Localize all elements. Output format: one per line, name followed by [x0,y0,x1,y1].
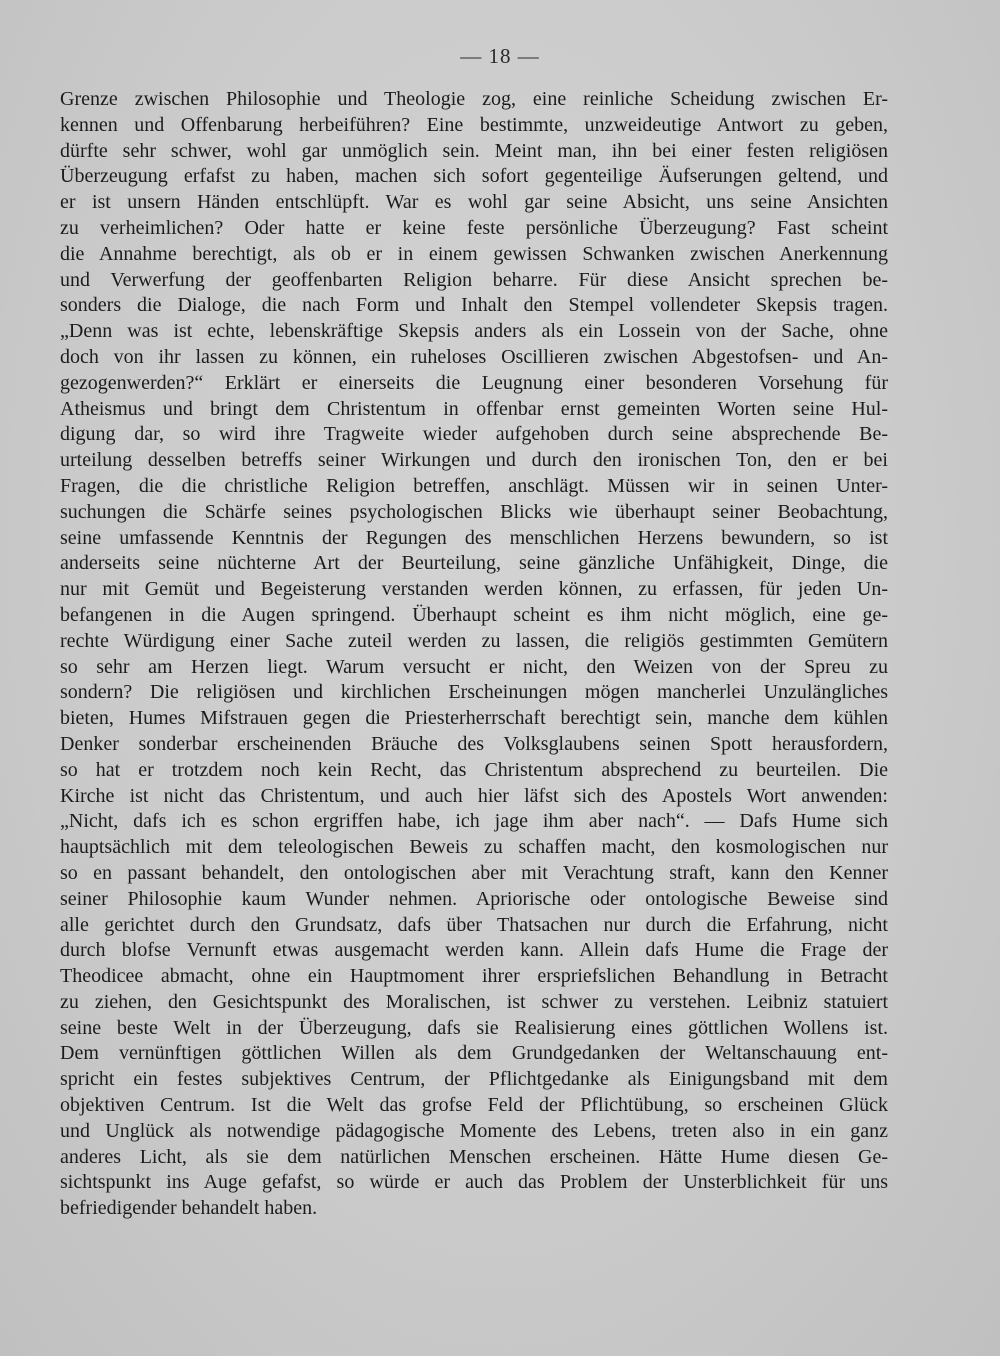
text-line: doch von ihr lassen zu können, ein ruheloses Oscillieren zwischen Abgestofsen- und An- [60,345,888,368]
text-line: sondern? Die religiösen und kirchlichen Erscheinungen mögen mancherlei Unzulängliches [60,681,888,704]
text-line: so hat er trotzdem noch kein Recht, das Christentum absprechend zu beurteilen. Die [60,758,888,781]
text-line: Denker sonderbar erscheinenden Bräuche des Volksglaubens seinen Spott herausfordern, [60,732,888,755]
text-line: suchungen die Schärfe seines psychologischen Blicks wie überhaupt seiner Beobachtung, [60,500,888,523]
text-line: rechte Würdigung einer Sache zuteil werden zu lassen, die religiös gestimmten Gemütern [60,629,888,652]
text-line: digung dar, so wird ihre Tragweite wieder aufgehoben durch seine absprechende Be- [60,423,888,446]
text-line: und Unglück als notwendige pädagogische Momente des Lebens, treten also in ein ganz [60,1119,888,1142]
text-line: dürfte sehr schwer, wohl gar unmöglich sein. Meint man, ihn bei einer festen religiösen [60,139,888,162]
text-line: befriedigender behandelt haben. [60,1197,318,1220]
page-number: — 18 — [460,44,540,68]
text-line: nur mit Gemüt und Begeisterung verstanden werden können, zu erfassen, für jeden Un- [60,578,888,601]
text-line: „Denn was ist echte, lebenskräftige Skepsis anders als ein Lossein von der Sache, ohne [60,320,888,343]
text-line: „Nicht, dafs ich es schon ergriffen habe, ich jage ihm aber nach“. — Dafs Hume sich [60,810,888,833]
body-text [60,87,888,1222]
text-line: hauptsächlich mit dem teleologischen Beweis zu schaffen macht, den kosmologischen nur [60,836,888,859]
text-line: seine beste Welt in der Überzeugung, dafs sie Realisierung eines göttlichen Wollens ist. [60,1016,888,1039]
text-line: er ist unsern Händen entschlüpft. War es wohl gar seine Absicht, uns seine Ansichten [60,191,888,214]
text-line: so sehr am Herzen liegt. Warum versucht er nicht, den Weizen von der Spreu zu [60,655,888,678]
text-line: Grenze zwischen Philosophie und Theologie zog, eine reinliche Scheidung zwischen Er- [60,88,888,110]
text-line: Überzeugung erfafst zu haben, machen sich sofort gegenteilige Äufserungen geltend, und [60,165,888,188]
text-line: Atheismus und bringt dem Christentum in offenbar ernst gemeinten Worten seine Hul- [60,397,888,420]
text-line: durch blofse Vernunft etwas ausgemacht werden kann. Allein dafs Hume die Frage der [60,939,888,962]
text-line: sonders die Dialoge, die nach Form und Inhalt den Stempel vollendeter Skepsis tragen. [60,294,888,317]
text-line: Dem vernünftigen göttlichen Willen als dem Grundgedanken der Weltanschauung ent- [60,1042,888,1065]
text-line: bieten, Humes Mifstrauen gegen die Priesterherrschaft berechtigt sein, manche dem kühlen [60,707,888,730]
text-line: Theodicee abmacht, ohne ein Hauptmoment ihrer erspriefslichen Behandlung in Betracht [60,965,888,988]
text-line: alle gerichtet durch den Grundsatz, dafs über Thatsachen nur durch die Erfahrung, nicht [60,913,888,936]
text-line: seiner Philosophie kaum Wunder nehmen. Apriorische oder ontologische Beweise sind [60,887,888,910]
text-line: die Annahme berechtigt, als ob er in einem gewissen Schwanken zwischen Anerkennung [60,242,888,265]
text-line: und Verwerfung der geoffenbarten Religion beharre. Für diese Ansicht sprechen be- [60,268,888,291]
text-line: objektiven Centrum. Ist die Welt das grofse Feld der Pflichtübung, so erscheinen Glück [60,1094,888,1117]
text-line: befangenen in die Augen springend. Überhaupt scheint es ihm nicht möglich, eine ge- [60,603,888,626]
text-line: zu verheimlichen? Oder hatte er keine feste persönliche Überzeugung? Fast scheint [60,216,888,239]
text-line: gezogenwerden?“ Erklärt er einerseits die Leugnung einer besonderen Vorsehung für [60,371,888,394]
text-line: seine umfassende Kenntnis der Regungen des menschlichen Herzens bewundern, so ist [60,526,888,549]
text-line: anderes Licht, als sie dem natürlichen Menschen erscheinen. Hätte Hume diesen Ge- [60,1145,888,1168]
text-line: zu ziehen, den Gesichtspunkt des Moralischen, ist schwer zu verstehen. Leibniz statuiert [60,990,888,1013]
text-line: spricht ein festes subjektives Centrum, der Pflichtgedanke als Einigungsband mit dem [60,1068,888,1091]
text-line: sichtspunkt ins Auge gefafst, so würde er auch das Problem der Unsterblichkeit für uns [60,1171,888,1194]
text-line: Fragen, die die christliche Religion betreffen, anschlägt. Müssen wir in seinen Unter- [60,474,888,497]
text-line: kennen und Offenbarung herbeiführen? Eine bestimmte, unzweideutige Antwort zu geben, [60,113,888,136]
text-line: Kirche ist nicht das Christentum, und auch hier läfst sich des Apostels Wort anwenden: [60,784,888,807]
text-line: so en passant behandelt, den ontologischen aber mit Verachtung straft, kann den Kenner [60,861,888,884]
text-line: anderseits seine nüchterne Art der Beurteilung, seine gänzliche Unfähigkeit, Dinge, die [60,552,888,575]
text-line: urteilung desselben betreffs seiner Wirkungen und durch den ironischen Ton, den er bei [60,449,888,472]
